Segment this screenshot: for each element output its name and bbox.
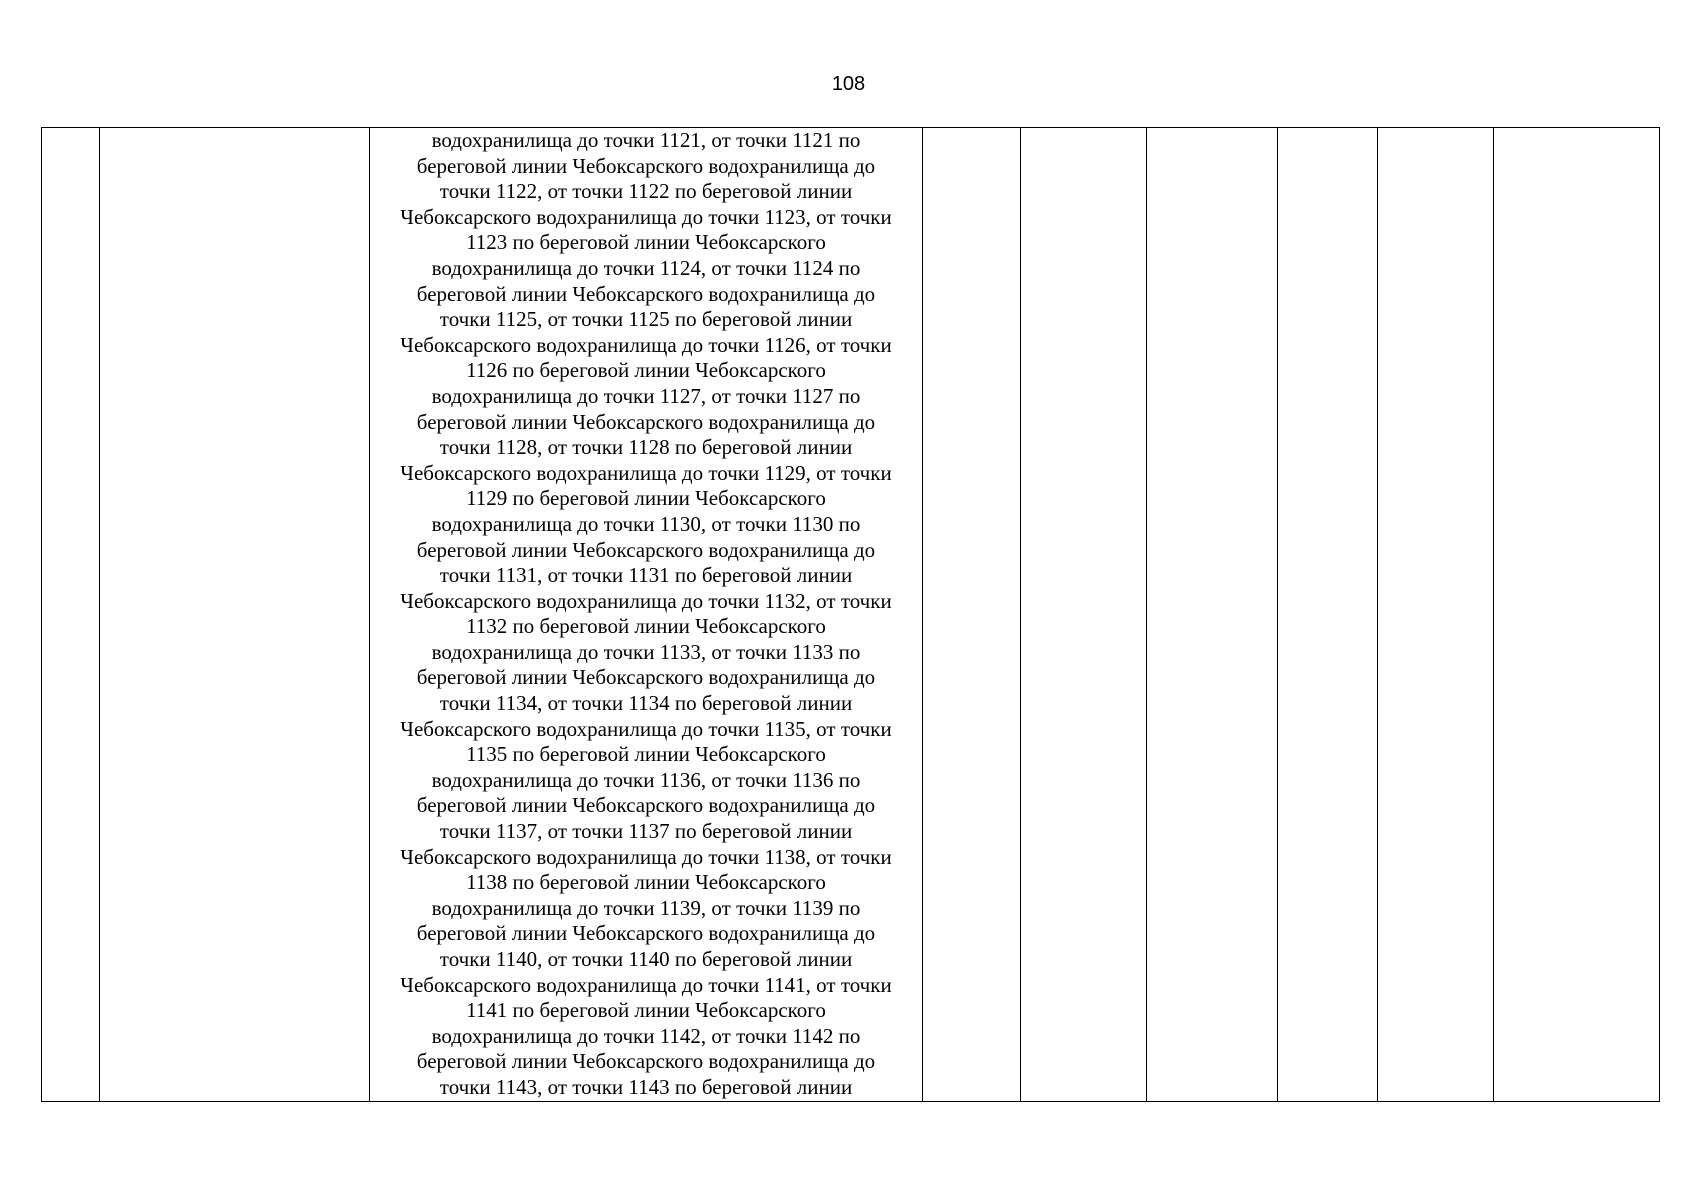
description-line: точки 1131, от точки 1131 по береговой линии [439, 563, 853, 588]
description-line: 1135 по береговой линии Чебоксарского [466, 742, 826, 767]
description-line: водохранилища до точки 1142, от точки 1142 по [431, 1023, 861, 1048]
description-line: Чебоксарского водохранилища до точки 1135, от точки [400, 716, 892, 741]
description-line: береговой линии Чебоксарского водохранилища до [416, 1049, 876, 1074]
description-line: водохранилища до точки 1130, от точки 1130 по [431, 511, 861, 536]
description-line: точки 1140, от точки 1140 по береговой линии [439, 947, 853, 971]
description-line: 1138 по береговой линии Чебоксарского [466, 870, 826, 895]
description-line: Чебоксарского водохранилища до точки 1126, от точки [400, 332, 892, 357]
description-line: Чебоксарского водохранилища до точки 1129, от точки [400, 460, 892, 485]
description-line: береговой линии Чебоксарского водохранилища до [416, 537, 876, 562]
description-line: водохранилища до точки 1136, от точки 1136 по [431, 767, 861, 792]
description-line: водохранилища до точки 1124, от точки 1124 по [431, 255, 861, 280]
description-line: точки 1134, от точки 1134 по береговой линии [439, 691, 853, 716]
description-line: береговой линии Чебоксарского водохранилища до [416, 921, 876, 946]
description-line: точки 1137, от точки 1137 по береговой линии [439, 819, 853, 844]
cell-col-5 [1021, 128, 1147, 1102]
description-line: Чебоксарского водохранилища до точки 1132, от точки [400, 588, 892, 613]
cell-name [100, 128, 370, 1102]
description-line: береговой линии Чебоксарского водохранилища до [416, 153, 876, 178]
description-line: береговой линии Чебоксарского водохранилища до [416, 281, 876, 306]
description-line: Чебоксарского водохранилища до точки 1141, от точки [400, 972, 892, 997]
cell-col-8 [1378, 128, 1494, 1102]
boundary-description-table [41, 127, 1660, 1102]
description-line: точки 1122, от точки 1122 по береговой линии [439, 179, 853, 204]
description-line: 1141 по береговой линии Чебоксарского [466, 998, 826, 1023]
description-line: 1129 по береговой линии Чебоксарского [466, 486, 826, 511]
cell-boundary-description [370, 128, 923, 1102]
description-line: водохранилища до точки 1133, от точки 1133 по [431, 639, 861, 664]
description-line: точки 1125, от точки 1125 по береговой линии [439, 307, 853, 332]
table-row [42, 128, 1660, 1102]
description-line: береговой линии Чебоксарского водохранилища до [416, 793, 876, 818]
description-line: водохранилища до точки 1121, от точки 1121 по [431, 128, 861, 152]
cell-number [42, 128, 100, 1102]
description-line: береговой линии Чебоксарского водохранилища до [416, 409, 876, 434]
description-line: Чебоксарского водохранилища до точки 1123, от точки [400, 204, 892, 229]
description-line: точки 1128, от точки 1128 по береговой линии [439, 435, 853, 460]
description-line: береговой линии Чебоксарского водохранилища до [416, 665, 876, 690]
cell-col-4 [923, 128, 1021, 1102]
boundary-description-text [370, 128, 922, 1101]
description-line: точки 1143, от точки 1143 по береговой линии [439, 1074, 853, 1099]
description-line: водохранилища до точки 1139, от точки 1139 по [431, 895, 861, 920]
description-line: 1123 по береговой линии Чебоксарского [466, 230, 826, 255]
description-line: 1126 по береговой линии Чебоксарского [466, 358, 826, 383]
cell-col-7 [1278, 128, 1378, 1102]
page-number: 108 [831, 73, 866, 95]
cell-col-9 [1494, 128, 1660, 1102]
description-line: Чебоксарского водохранилища до точки 1138, от точки [400, 844, 892, 869]
cell-col-6 [1147, 128, 1278, 1102]
description-line: 1132 по береговой линии Чебоксарского [466, 614, 826, 639]
description-line: водохранилища до точки 1127, от точки 1127 по [431, 383, 861, 408]
